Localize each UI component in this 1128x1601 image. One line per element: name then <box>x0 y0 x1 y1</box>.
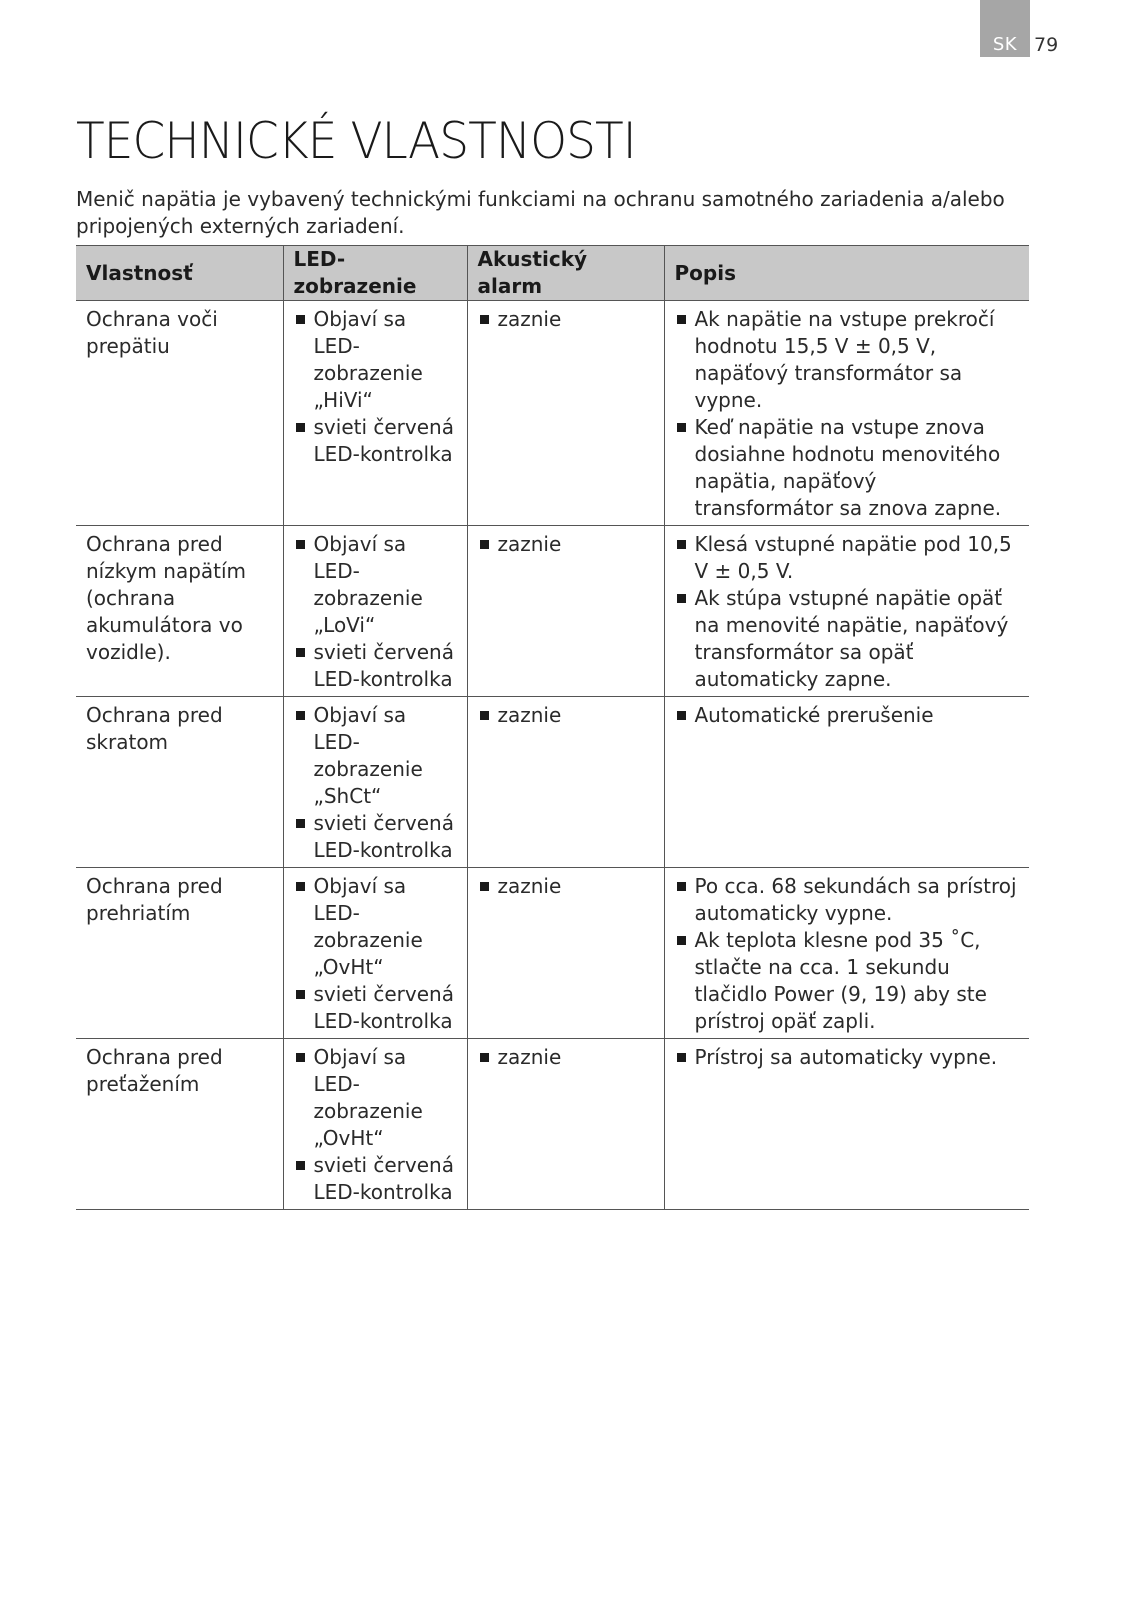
alarm-cell <box>467 868 664 1039</box>
feature-cell: Ochrana pred skratom <box>76 697 283 868</box>
led-cell <box>283 697 467 868</box>
list-item: Po cca. 68 sekundách sa prístroj automaticky vypne. <box>675 873 1020 927</box>
led-cell <box>283 1039 467 1210</box>
list-item: Objaví sa LED-zobrazenie „ShCt“ <box>294 702 457 810</box>
list-item: zaznie <box>478 1044 654 1071</box>
alarm-list <box>478 702 654 729</box>
list-item: Ak teplota klesne pod 35 ˚C, stlačte na cca. 1 sekundu tlačidlo Power (9, 19) aby ste prístroj opäť zapli. <box>675 927 1020 1035</box>
header-description: Popis <box>664 246 1029 301</box>
led-list <box>294 1044 457 1206</box>
table-row <box>76 526 1029 697</box>
led-cell <box>283 526 467 697</box>
description-list <box>675 531 1020 693</box>
description-list <box>675 1044 1020 1071</box>
description-cell <box>664 868 1029 1039</box>
list-item: Objaví sa LED-zobrazenie „OvHt“ <box>294 873 457 981</box>
list-item: Klesá vstupné napätie pod 10,5 V ± 0,5 V. <box>675 531 1020 585</box>
list-item: Objaví sa LED-zobrazenie „OvHt“ <box>294 1044 457 1152</box>
list-item: Objaví sa LED-zobrazenie „LoVi“ <box>294 531 457 639</box>
header-led-display: LED-zobrazenie <box>283 246 467 301</box>
led-list <box>294 873 457 1035</box>
alarm-cell <box>467 301 664 526</box>
table-row <box>76 868 1029 1039</box>
header-feature: Vlastnosť <box>76 246 283 301</box>
led-cell <box>283 868 467 1039</box>
alarm-cell <box>467 526 664 697</box>
list-item: Ak napätie na vstupe prekročí hodnotu 15,5 V ± 0,5 V, napäťový transformátor sa vypne. <box>675 306 1020 414</box>
list-item: svieti červená LED-kontrolka <box>294 639 457 693</box>
list-item: svieti červená LED-kontrolka <box>294 981 457 1035</box>
page-number: 79 <box>1034 34 1059 56</box>
list-item: svieti červená LED-kontrolka <box>294 414 457 468</box>
description-cell <box>664 1039 1029 1210</box>
description-list <box>675 702 1020 729</box>
list-item: Prístroj sa automaticky vypne. <box>675 1044 1020 1071</box>
table-row <box>76 697 1029 868</box>
list-item: Ak stúpa vstupné napätie opäť na menovité napätie, napäťový transformátor sa opäť automaticky zapne. <box>675 585 1020 693</box>
description-list <box>675 873 1020 1035</box>
alarm-list <box>478 873 654 900</box>
technical-features-table <box>76 245 1029 1210</box>
led-list <box>294 702 457 864</box>
led-list <box>294 531 457 693</box>
feature-cell: Ochrana pred nízkym napätím (ochrana akumulátora vo vozidle). <box>76 526 283 697</box>
alarm-list <box>478 1044 654 1071</box>
description-list <box>675 306 1020 522</box>
list-item: zaznie <box>478 531 654 558</box>
list-item: svieti červená LED-kontrolka <box>294 810 457 864</box>
led-cell <box>283 301 467 526</box>
list-item: Automatické prerušenie <box>675 702 1020 729</box>
list-item: zaznie <box>478 873 654 900</box>
description-cell <box>664 526 1029 697</box>
header-acoustic-alarm: Akustický alarm <box>467 246 664 301</box>
description-cell <box>664 697 1029 868</box>
feature-cell: Ochrana pred prehriatím <box>76 868 283 1039</box>
page-title: TECHNICKÉ VLASTNOSTI <box>76 112 636 170</box>
feature-cell: Ochrana pred preťažením <box>76 1039 283 1210</box>
feature-cell: Ochrana voči prepätiu <box>76 301 283 526</box>
intro-paragraph: Menič napätia je vybavený technickými funkciami na ochranu samotného zariadenia a/alebo pripojených externých zariadení. <box>76 187 1005 238</box>
list-item: svieti červená LED-kontrolka <box>294 1152 457 1206</box>
language-tab: SK <box>980 0 1030 57</box>
list-item: Keď napätie na vstupe znova dosiahne hodnotu menovitého napätia, napäťový transformátor sa znova zapne. <box>675 414 1020 522</box>
table-row <box>76 1039 1029 1210</box>
list-item: zaznie <box>478 306 654 333</box>
description-cell <box>664 301 1029 526</box>
list-item: zaznie <box>478 702 654 729</box>
alarm-cell <box>467 697 664 868</box>
table-header-row <box>76 246 1029 301</box>
alarm-cell <box>467 1039 664 1210</box>
table-row <box>76 301 1029 526</box>
alarm-list <box>478 306 654 333</box>
list-item: Objaví sa LED-zobrazenie „HiVi“ <box>294 306 457 414</box>
led-list <box>294 306 457 468</box>
alarm-list <box>478 531 654 558</box>
